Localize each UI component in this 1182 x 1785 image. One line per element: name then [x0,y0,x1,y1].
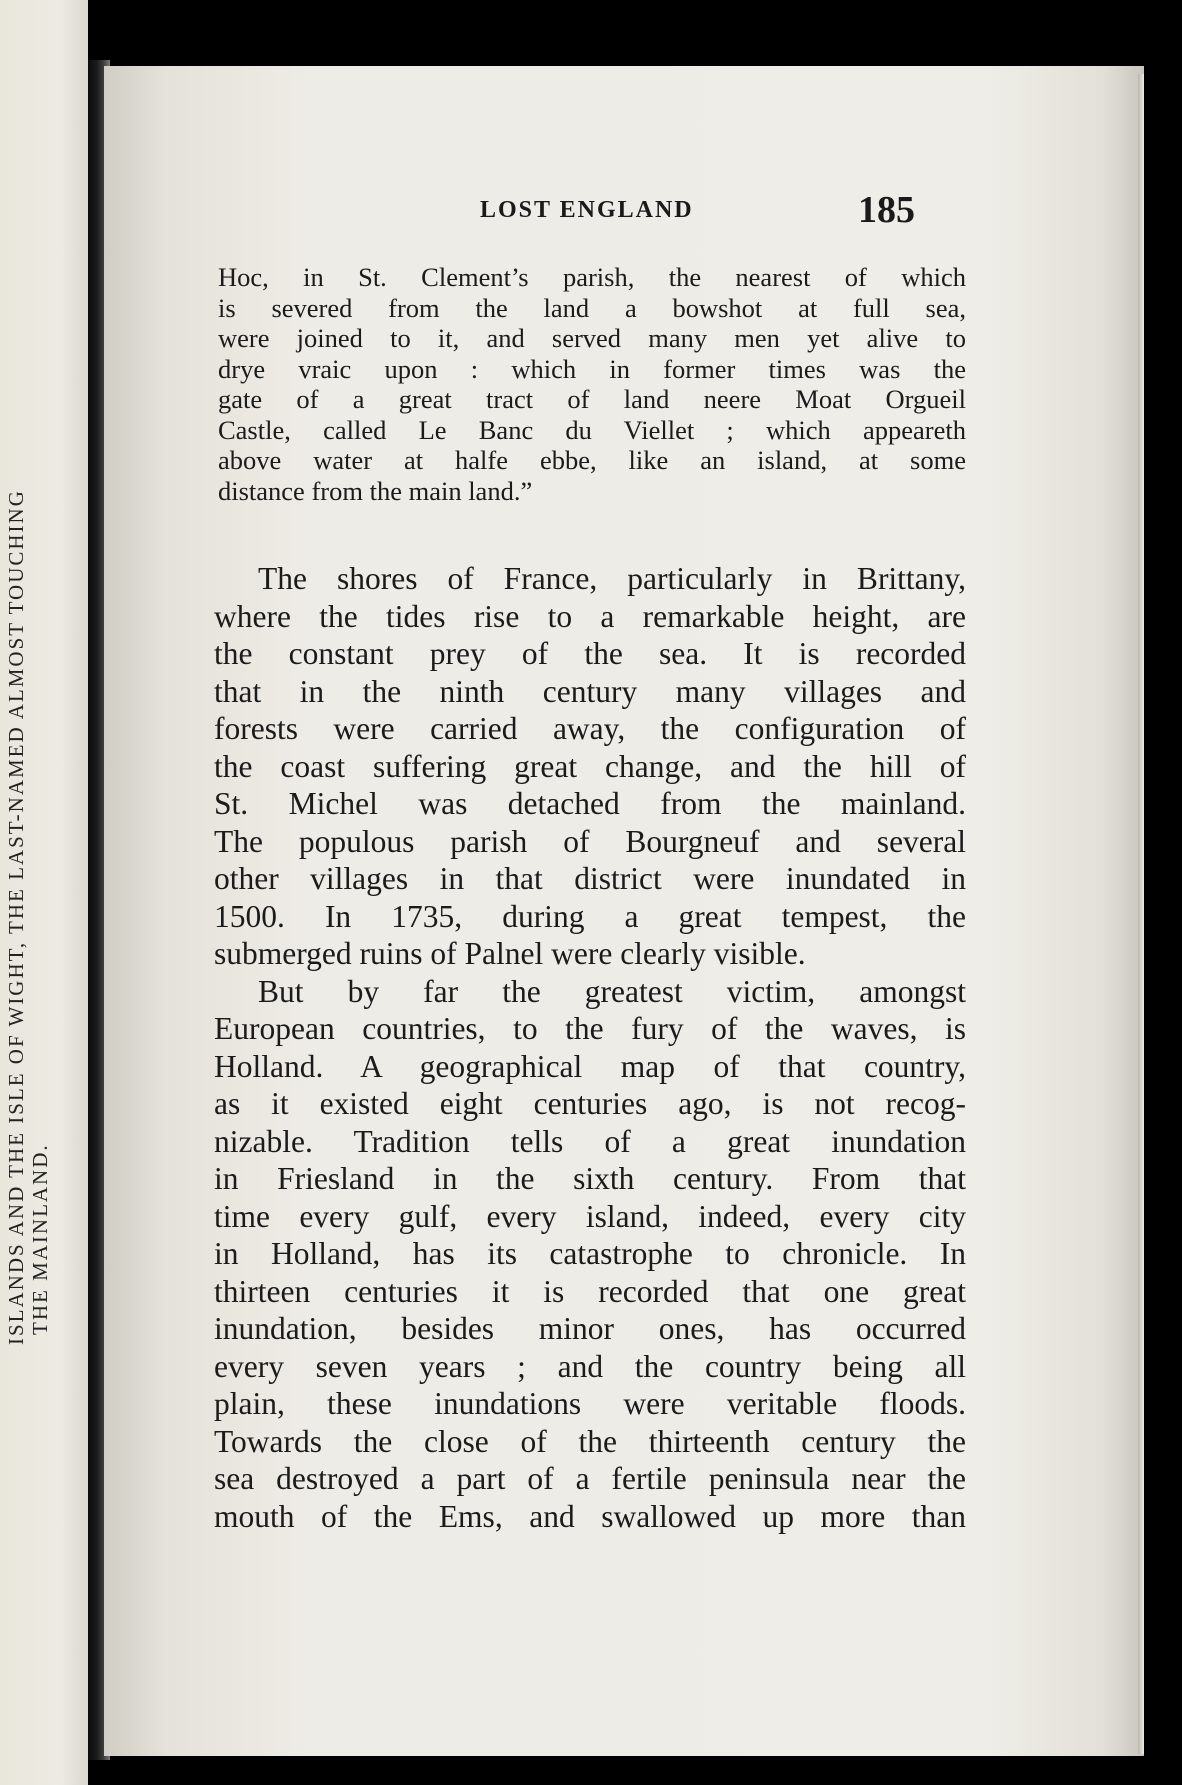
paragraph-line: plain, these inundations were veritable floods. [214,1386,966,1421]
paragraph-line: European countries, to the fury of the waves, is [214,1011,966,1046]
paragraph-line: in Holland, has its catastrophe to chronicle. In [214,1236,966,1271]
quote-line: Castle, called Le Banc du Viellet ; which appeareth [218,414,966,445]
paragraph-line: mouth of the Ems, and swallowed up more than [214,1498,966,1534]
paragraph-line: the constant prey of the sea. It is recorded [214,636,966,671]
running-title: LOST ENGLAND [480,197,694,223]
paragraph-1 [214,560,966,973]
quote-line: distance from the main land.” [218,475,533,506]
paragraph-line: But by far the greatest victim, amongst [258,973,966,1009]
page-number: 185 [858,189,915,231]
paragraph-line: thirteen centuries it is recorded that one great [214,1273,966,1309]
facing-caption-line-1: ISLANDS AND THE ISLE OF WIGHT, THE LAST-NAMED ALMOST TOUCHING [4,489,28,1345]
paragraph-line: submerged ruins of Palnel were clearly visible. [214,936,806,971]
paragraph-line: Towards the close of the thirteenth century the [214,1423,966,1459]
paragraph-line: forests were carried away, the configuration of [214,711,966,746]
quote-line: drye vraic upon : which in former times was the [218,353,966,384]
paragraph-line: nizable. Tradition tells of a great inundation [214,1123,966,1159]
paragraph-line: The populous parish of Bourgneuf and several [214,823,966,859]
paragraph-line: inundation, besides minor ones, has occurred [214,1311,966,1346]
quote-line: above water at halfe ebbe, like an island, at some [218,445,966,475]
paragraph-line: St. Michel was detached from the mainland. [214,786,966,821]
quote-line: is severed from the land a bowshot at full sea, [218,292,966,323]
facing-page-caption [0,0,88,1785]
paragraph-line: 1500. In 1735, during a great tempest, the [214,898,966,934]
paragraph-line: other villages in that district were inundated in [214,861,966,896]
paragraph-line: that in the ninth century many villages and [214,673,966,709]
paragraph-2 [214,973,966,1536]
paragraph-line: the coast suffering great change, and the hill of [214,748,966,784]
quote-line: were joined to it, and served many men yet alive to [218,323,966,353]
body-text [214,560,966,1535]
paragraph-line: every seven years ; and the country being all [214,1348,966,1384]
facing-caption-line-2: THE MAINLAND. [28,1143,52,1335]
quote-line: Hoc, in St. Clement’s parish, the nearest of which [218,262,966,292]
quote-line: gate of a great tract of land neere Moat Orgueil [218,384,966,414]
paragraph-line: time every gulf, every island, indeed, every city [214,1198,966,1234]
quotation-block [218,262,966,506]
paragraph-line: sea destroyed a part of a fertile peninsula near the [214,1461,966,1496]
paragraph-line: as it existed eight centuries ago, is not recog- [214,1086,966,1121]
paragraph-line: in Friesland in the sixth century. From that [214,1161,966,1196]
paragraph-line: Holland. A geographical map of that country, [214,1048,966,1084]
paragraph-line: The shores of France, particularly in Brittany, [258,561,966,596]
paragraph-line: where the tides rise to a remarkable height, are [214,598,966,634]
page-edge-shadow [1138,74,1144,1754]
